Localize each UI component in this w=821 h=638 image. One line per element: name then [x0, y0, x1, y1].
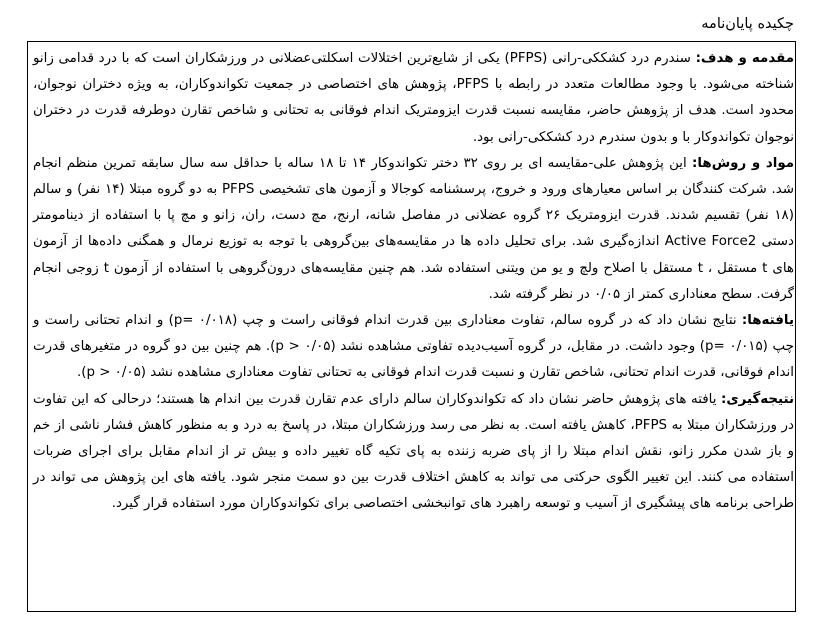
abstract-title: چکیده پایان‌نامه	[701, 16, 794, 32]
section-text: این پژوهش علی-مقایسه ای بر روی ۳۲ دختر تکواندوکار ۱۴ تا ۱۸ ساله با حداقل سه سال سابقه تمرین منظم انجام شد. شرکت کنندگان بر اساس معیارهای ورود و خروج، پرسشنامه کوجالا و آزمون های تشخیصی PFPS به دو گروه مبتلا (۱۴ نفر) و سالم (۱۸ نفر) تقسیم شدند. قدرت ایزومتریک ۲۶ گروه عضلانی در مفاصل شانه، ارنج، مچ دست، ران، زانو و مچ پا با استفاده از دینامومتر دستی Active Force2 اندازه‌گیری شد. برای تحلیل داده ها در مقایسه‌های بین‌گروهی با توجه به توزیع نرمال و همگنی داده‌ها از آزمون های t مستقل ، t مستقل با اصلاح ولچ و یو من ویتنی استفاده شد. هم چنین مقایسه‌های درون‌گروهی با استفاده از آزمون t زوجی انجام گرفت. سطح معناداری کمتر از ۰/۰۵ در نظر گرفته شد.	[33, 155, 794, 302]
section-results	[33, 308, 794, 387]
section-heading: نتیجه‌گیری:	[721, 391, 794, 407]
abstract-body	[33, 46, 794, 518]
section-heading: مواد و روش‌ها:	[692, 155, 795, 171]
section-text: نتایج نشان داد که در گروه سالم، تفاوت معناداری بین قدرت اندام فوقانی راست و چپ (p= ۰/۰۱۸) و اندام تحتانی راست و چپ (p= ۰/۰۱۵) وجود داشت. در مقابل، در گروه آسیب‌دیده تفاوتی مشاهده نشد (p > ۰/۰۵). هم چنین بین دو گروه در متغیرهای قدرت اندام فوقانی، قدرت اندام تحتانی، شاخص تقارن و نسبت قدرت اندام فوقانی به تحتانی تفاوت معناداری مشاهده نشد (p > ۰/۰۵).	[33, 313, 794, 381]
section-heading: یافته‌ها:	[741, 313, 794, 329]
section-methods	[33, 151, 794, 308]
section-heading: مقدمه و هدف:	[695, 51, 794, 66]
section-conclusion	[33, 387, 794, 518]
section-text: یافته های پژوهش حاضر نشان داد که تکواندوکاران سالم دارای عدم تقارن قدرت بین اندام ها هستند؛ درحالی که این تفاوت در ورزشکاران مبتلا به PFPS، کاهش یافته است. به نظر می رسد ورزشکاران مبتلا، در پاسخ به درد و به منظور کاهش فشار ناشی از خم و باز شدن مکرر زانو، نقش اندام مبتلا را از پای ضربه زننده به پای تکیه گاه تغییر داده و بیش تر از اندام مقابل برای اجرای ضربات استفاده می کنند. این تغییر الگوی حرکتی می تواند به کاهش اختلاف قدرت بین دو سمت منجر شود. یافته های این پژوهش می تواند در طراحی برنامه های پیشگیری از آسیب و توسعه راهبرد های توانبخشی اختصاصی برای تکواندوکاران مورد استفاده قرار گیرد.	[33, 391, 794, 512]
section-introduction	[33, 46, 794, 151]
section-text: سندرم درد کشککی-رانی (PFPS) یکی از شایع‌ترین اختلالات اسکلتی‌عضلانی در ورزشکاران است که با درد قدامی زانو شناخته می‌شود. با وجود مطالعات متعدد در رابطه با PFPS، پژوهش های اختصاصی در جمعیت تکواندوکاران، به ویژه دختران نوجوان، محدود است. هدف از پژوهش حاضر، مقایسه نسبت قدرت ایزومتریک اندام فوقانی به تحتانی و شاخص تقارن دوطرفه قدرت در دختران نوجوان تکواندوکار با و بدون سندرم درد کشککی-رانی بود.	[33, 51, 794, 145]
